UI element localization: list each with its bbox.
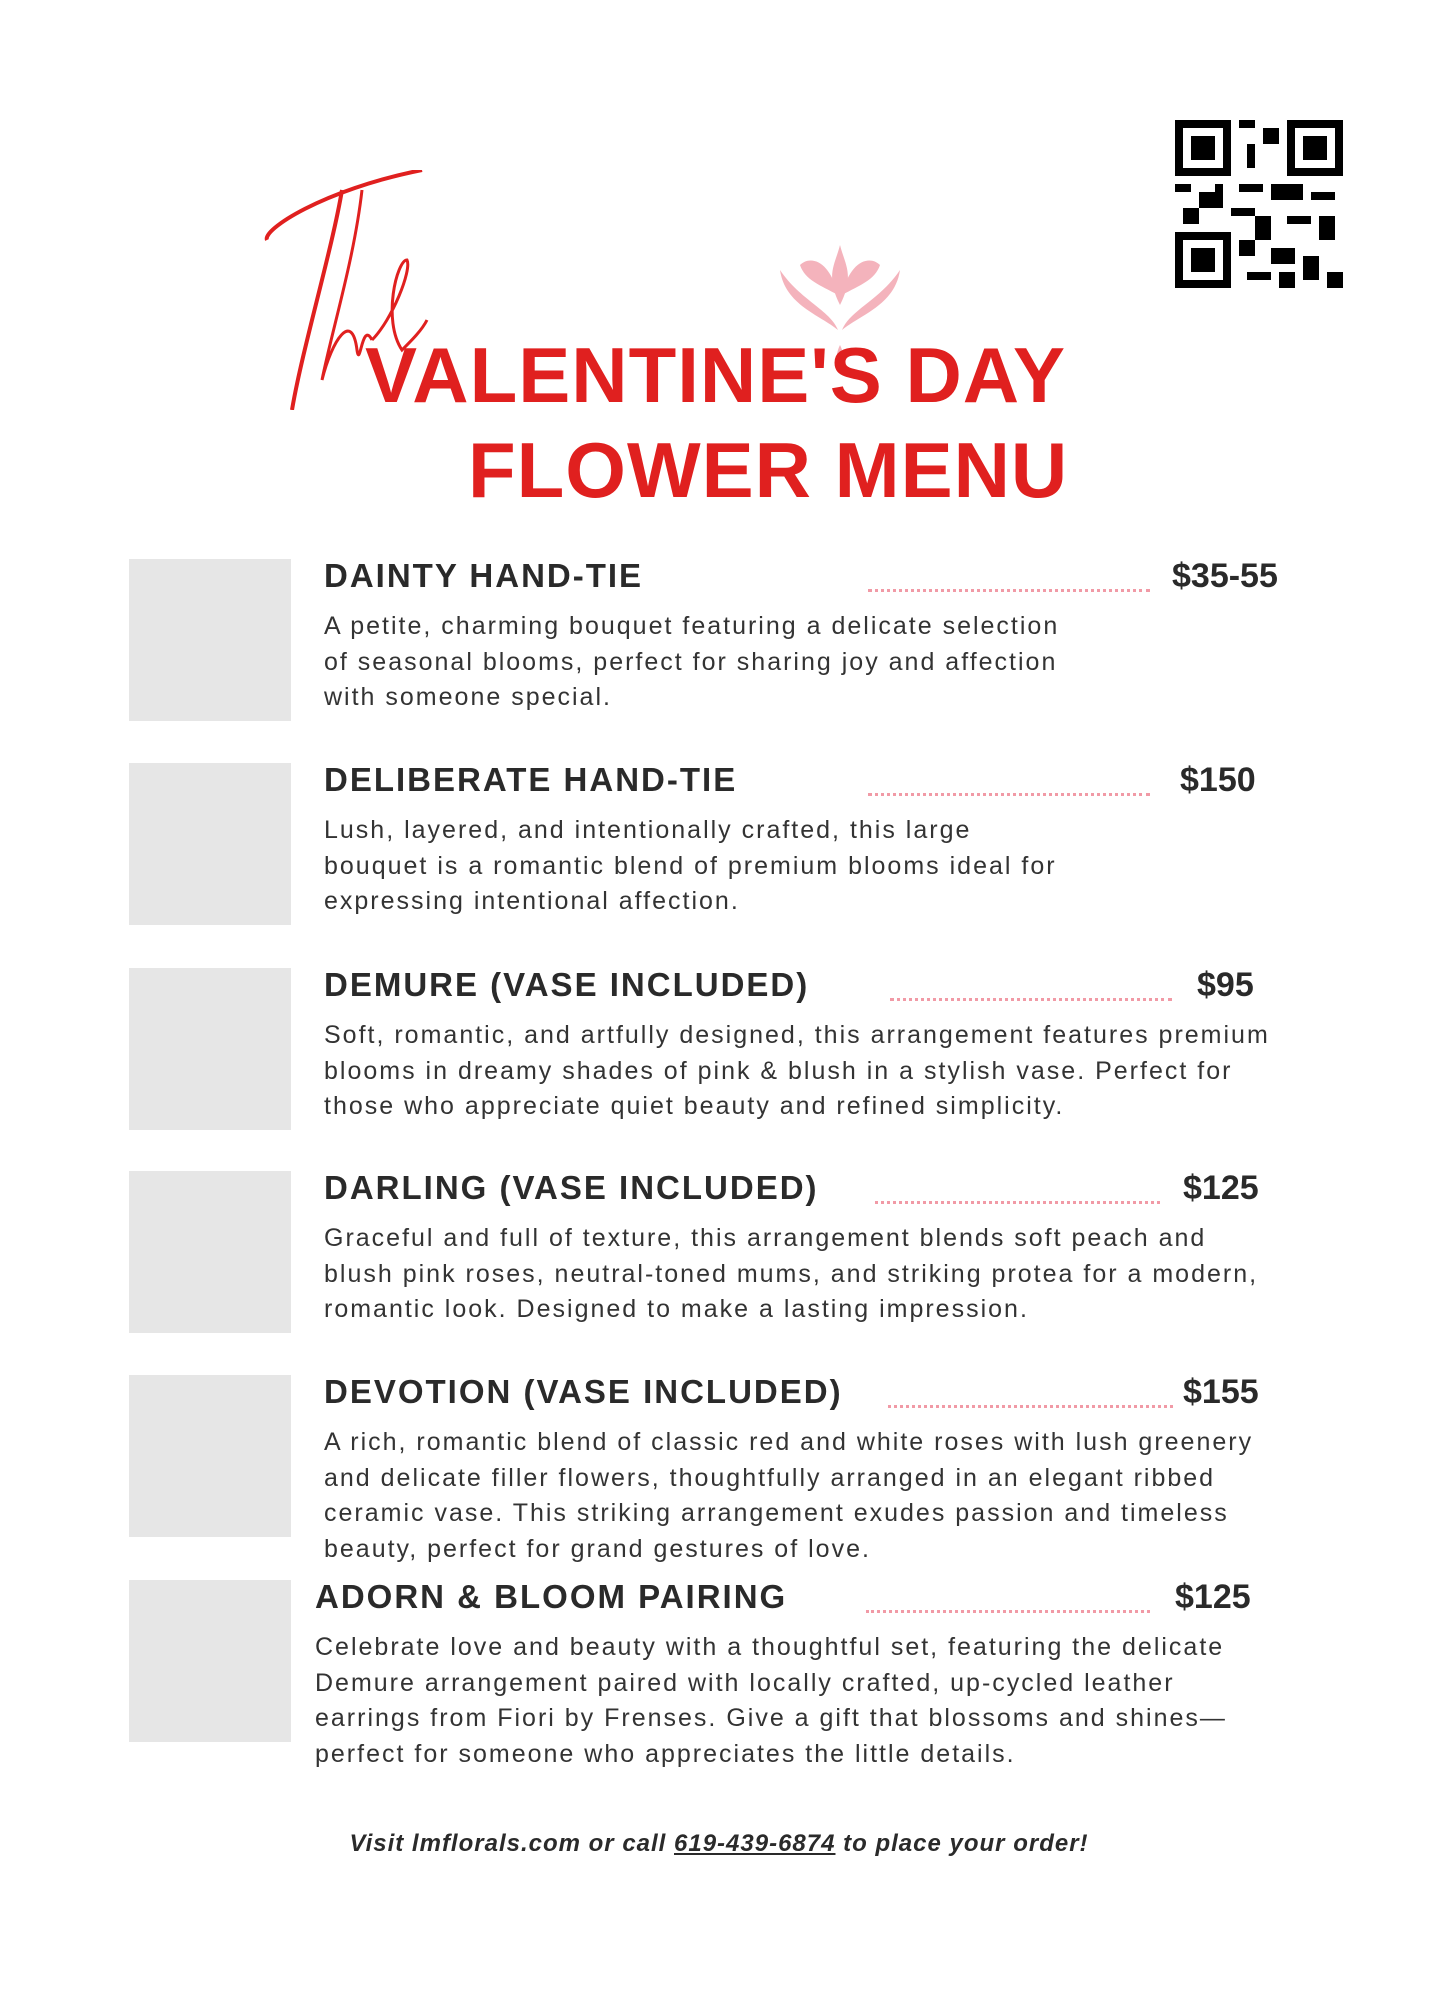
item-name: DEVOTION (VASE INCLUDED) bbox=[324, 1373, 843, 1410]
item-description: Lush, layered, and intentionally crafted, this large bouquet is a romantic blend of premium blooms ideal for expressing intentional affection. bbox=[324, 816, 1057, 915]
dotted-leader bbox=[888, 1405, 1173, 1408]
dotted-leader bbox=[875, 1201, 1160, 1204]
dotted-leader bbox=[866, 1610, 1150, 1613]
item-description: A petite, charming bouquet featuring a delicate selection of seasonal blooms, perfect for sharing joy and affection with someone special. bbox=[324, 612, 1060, 711]
dotted-leader bbox=[868, 589, 1150, 592]
arrangement-image bbox=[129, 1375, 291, 1537]
footer-suffix: to place your order! bbox=[835, 1830, 1089, 1857]
order-footer bbox=[0, 1830, 1438, 1858]
title-line-2: FLOWER MENU bbox=[468, 426, 1069, 514]
item-description: Soft, romantic, and artfully designed, this arrangement features premium blooms in dreamy shades of pink & blush in a stylish vase. Perfect for those who appreciate quiet beauty and refined simplicity. bbox=[324, 1021, 1270, 1120]
item-price: $95 bbox=[1197, 966, 1254, 1004]
item-description: A rich, romantic blend of classic red and white roses with lush greenery and delicate filler flowers, thoughtfully arranged in an elegant ribbed ceramic vase. This striking arrangement exudes passion and timeless beauty, perfect for grand gestures of love. bbox=[324, 1428, 1254, 1563]
qr-code[interactable] bbox=[1175, 120, 1343, 288]
item-price: $125 bbox=[1183, 1169, 1259, 1207]
dotted-leader bbox=[868, 793, 1150, 796]
dotted-leader bbox=[890, 998, 1172, 1001]
item-price: $35-55 bbox=[1172, 557, 1278, 595]
arrangement-image bbox=[129, 968, 291, 1130]
item-name: DAINTY HAND-TIE bbox=[324, 557, 644, 594]
item-price: $150 bbox=[1180, 761, 1256, 799]
item-name: DELIBERATE HAND-TIE bbox=[324, 761, 738, 798]
item-name: DEMURE (VASE INCLUDED) bbox=[324, 966, 810, 1003]
item-description: Celebrate love and beauty with a thoughtful set, featuring the delicate Demure arrangement paired with locally crafted, up-cycled leather earrings from Fiori by Frenses. Give a gift that blossoms and shines—perfect for someone who appreciates the little details. bbox=[315, 1633, 1227, 1768]
phone-link[interactable]: 619-439-6874 bbox=[674, 1830, 836, 1857]
pairing-image bbox=[129, 1580, 291, 1742]
arrangement-image bbox=[129, 1171, 291, 1333]
title-line-1: VALENTINE'S DAY bbox=[365, 331, 1067, 419]
bouquet-image bbox=[129, 559, 291, 721]
footer-prefix: Visit lmflorals.com or call bbox=[349, 1830, 675, 1857]
item-name: DARLING (VASE INCLUDED) bbox=[324, 1169, 819, 1206]
item-price: $125 bbox=[1175, 1578, 1251, 1616]
item-name: ADORN & BLOOM PAIRING bbox=[315, 1578, 788, 1615]
item-description: Graceful and full of texture, this arrangement blends soft peach and blush pink roses, neutral-toned mums, and striking protea for a modern, romantic look. Designed to make a lasting impression. bbox=[324, 1224, 1259, 1323]
item-price: $155 bbox=[1183, 1373, 1259, 1411]
bouquet-image bbox=[129, 763, 291, 925]
